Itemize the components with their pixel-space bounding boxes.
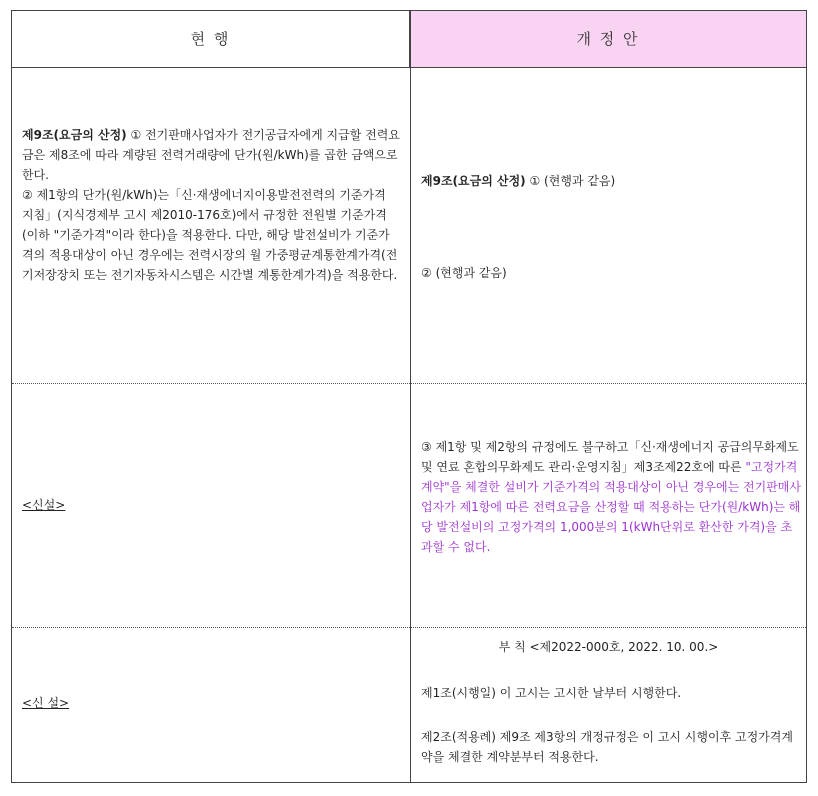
amended-paragraph-2: ② (현행과 같음): [421, 266, 507, 280]
amended-paragraph-1: [421, 171, 799, 191]
header-amended: 개 정 안: [410, 11, 806, 67]
current-paragraph-2: ② 제1항의 단가(원/kWh)는「신·재생에너지이용발전전력의 기준가격 지침」(지식경제부 고시 제2010-176호)에서 규정한 전원별 기준가격(이하 "기준가격"이라 한다)을 적용한다. 다만, 해당 발전설비가 기준가격의 적용대상이 아닌 경우에는 전력시장의 월 가중평균계통한계가격(전기저장장치 또는 전기자동차시스템은 시간별 계통한계가격)을 적용한다.: [22, 188, 398, 282]
current-paragraph-1: [22, 125, 400, 185]
amended-p3-plain: ③ 제1항 및 제2항의 규정에도 불구하고「신·재생에너지 공급의무화제도 및 연료 혼합의무화제도 관리·운영지침」제3조제22호에 따른: [421, 440, 799, 474]
current-article-9: [22, 125, 400, 285]
amended-article-title: 제9조(요금의 산정): [421, 174, 526, 188]
column-divider: [410, 11, 411, 782]
header-divider: [12, 67, 806, 68]
amended-p3-highlight: "고정가격계약"을 체결한 설비가 기준가격의 적용대상이 아닌 경우에는 전기판매사업자가 제1항에 따른 전력요금을 산정할 때 적용하는 단가(원/kWh)는 해당 발전설비의 고정가격의 1,000분의 1(kWh단위로 환산한 가격)을 초과할 수 없다.: [421, 460, 801, 554]
current-p1-text: ① 전기판매사업자가 전기공급자에게 지급할 전력요금은 제8조에 따라 계량된 전력거래량에 단가(원/kWh)를 곱한 금액으로 한다.: [22, 128, 400, 182]
addenda-article-2: 제2조(적용례) 제9조 제3항의 개정규정은 이 고시 시행이후 고정가격계약을 체결한 계약분부터 적용한다.: [421, 730, 793, 764]
amended-paragraph-3: [421, 437, 801, 557]
amended-p1-text: ① (현행과 같음): [525, 174, 616, 188]
addenda-article-1: 제1조(시행일) 이 고시는 고시한 날부터 시행한다.: [421, 686, 682, 700]
header-current: 현 행: [12, 11, 410, 67]
current-new-provision: <신설>: [22, 498, 66, 512]
row-divider-2: [12, 627, 806, 628]
addenda-title: 부 칙 <제2022-000호, 2022. 10. 00.>: [498, 640, 719, 654]
row-divider-1: [12, 383, 806, 384]
current-article-title: 제9조(요금의 산정): [22, 128, 127, 142]
current-new-provision-2: <신 설>: [22, 696, 70, 710]
comparison-table: [11, 10, 807, 783]
